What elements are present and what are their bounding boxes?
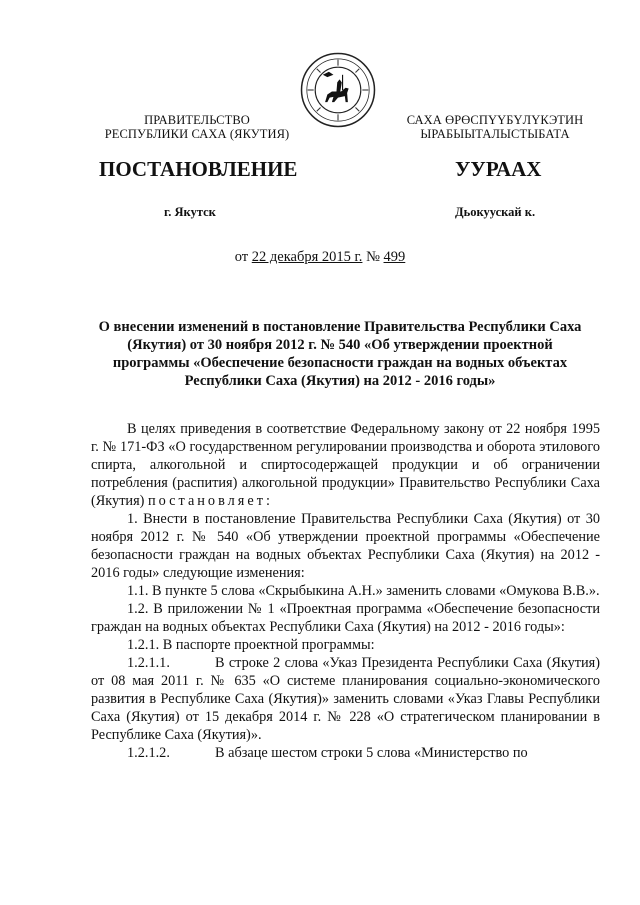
intro-paragraph	[91, 420, 600, 510]
decree-number: 499	[383, 249, 406, 265]
number-sign: №	[366, 249, 380, 265]
paragraph-1-2: 1.2. В приложении № 1 «Проектная программа «Обеспечение безопасности граждан на водных объектах Республики Саха (Якутия) на 2012 - 2016 годы»:	[91, 601, 600, 635]
doc-type-ru: ПОСТАНОВЛЕНИЕ	[99, 157, 298, 181]
intro-text: В целях приведения в соответствие Федеральному закону от 22 ноября 1995 г. № 171-ФЗ «О государственном регулировании производства и оборота этилового спирта, алкогольной и спиртосодержащей продукции и об ограничении потребления (распития) алкогольной продукции» Правительство Республики Саха (Якутия)	[91, 421, 600, 509]
clause-text: В абзаце шестом строки 5 слова «Министерство по	[215, 745, 528, 761]
decree-date: 22 декабря 2015 г.	[251, 249, 363, 265]
document-heading: О внесении изменений в постановление Правительства Республики Саха (Якутия) от 30 ноября 2012 г. № 540 «Об утверждении проектной программы «Обеспечение безопасности граждан на водных объектах Республики Саха (Якутия) на 2012 - 2016 годы»	[98, 319, 582, 389]
org-line-1: САХА ӨРӨСПҮҮБҮЛҮКЭТИН	[406, 113, 584, 127]
paragraph-1-1: 1.1. В пункте 5 слова «Скрыбыкина А.Н.» заменить словами «Омукова В.В.».	[127, 583, 600, 599]
date-and-number	[0, 249, 640, 266]
paragraph-1-2-1-1	[91, 654, 600, 744]
paragraph-1-2-1-2	[91, 744, 600, 762]
clause-text: В строке 2 слова «Указ Президента Республики Саха (Якутия) от 08 мая 2011 г. № 635 «О системе планирования социально-экономического развития в Республике Саха (Якутия)» заменить словами «Указ Главы Республики Саха (Якутия) от 15 декабря 2014 г. № 228 «О стратегическом планировании в Республике Саха (Якутия)».	[91, 655, 600, 743]
clause-number: 1.2.1.1.	[127, 655, 170, 671]
government-name-ru	[92, 113, 302, 141]
org-line-2: РЕСПУБЛИКИ САХА (ЯКУТИЯ)	[104, 127, 290, 141]
clause-number: 1.2.1.2.	[127, 745, 170, 761]
coat-of-arms-emblem	[300, 52, 376, 128]
paragraph-1: 1. Внести в постановление Правительства Республики Саха (Якутия) от 30 ноября 2012 г. № 540 «Об утверждении проектной программы «Обеспечение безопасности граждан на водных объектах Республики Саха (Якутия) на 2012 - 2016 годы» следующие изменения:	[91, 511, 600, 581]
city-sakha: Дьокуускай к.	[455, 205, 536, 219]
paragraph-1-2-1: 1.2.1. В паспорте проектной программы:	[127, 637, 375, 653]
org-line-1: ПРАВИТЕЛЬСТВО	[144, 113, 250, 127]
date-prefix: от	[234, 249, 249, 265]
government-name-sakha	[380, 113, 610, 141]
resolves-word: постановляет:	[148, 493, 273, 509]
org-line-2: ЫРАБЫЫТАЛЫСТЫБАТА	[420, 127, 570, 141]
coat-of-arms-rider-icon	[300, 52, 376, 128]
document-body	[91, 420, 600, 762]
city-ru: г. Якутск	[164, 205, 216, 219]
doc-type-sakha: УУРААХ	[455, 157, 542, 181]
